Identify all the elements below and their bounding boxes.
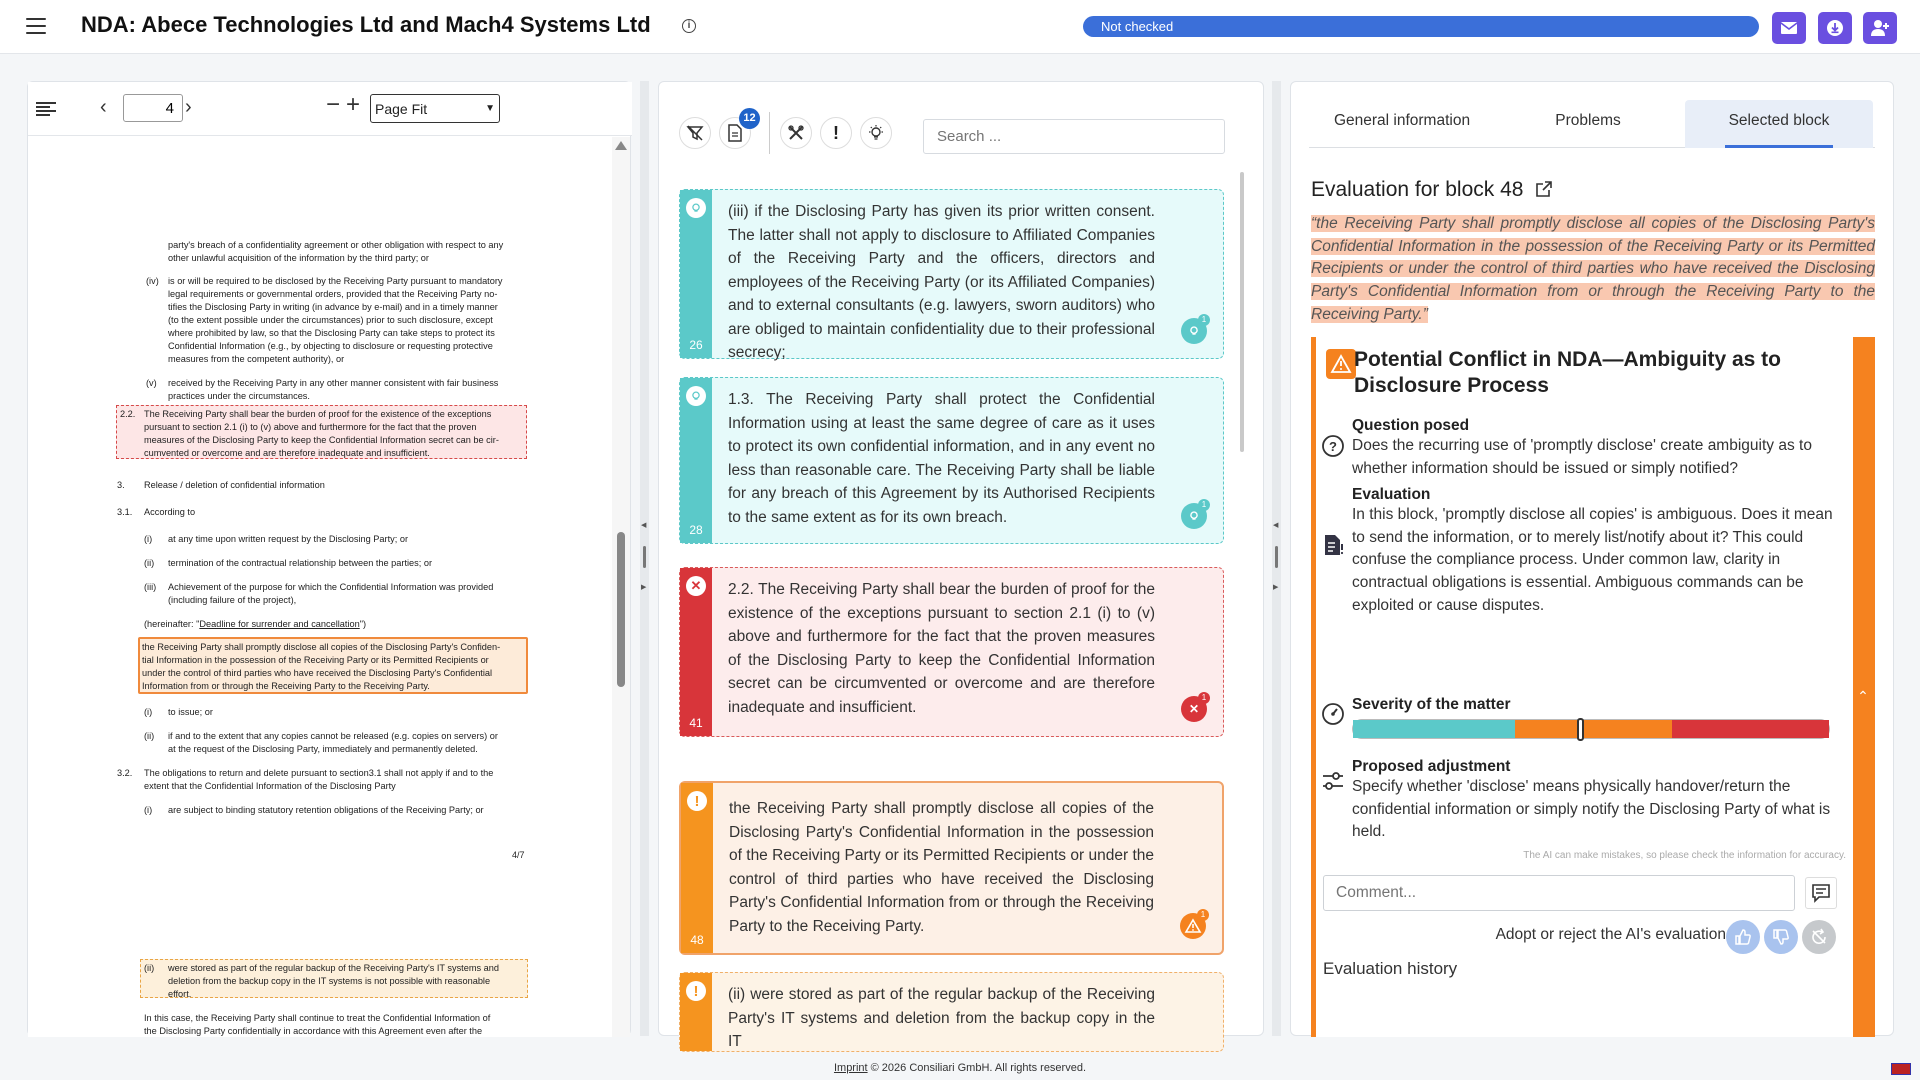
question-text: Does the recurring use of 'promptly disclose' create ambiguity as to whether information should be issued or simply notified? — [1352, 437, 1812, 477]
filter-off-button[interactable] — [679, 117, 711, 149]
add-user-button[interactable] — [1863, 12, 1897, 44]
pdf-line: are subject to binding statutory retention obligations of the Receiving Party; or — [168, 805, 484, 815]
pdf-line: the Disclosing Party confidentially in accordance with this Agreement even after the — [144, 1026, 483, 1036]
exclamation-icon: ! — [833, 122, 839, 143]
tab-selected-block[interactable]: Selected block — [1685, 100, 1873, 148]
exclamation-icon: ! — [686, 981, 706, 1001]
lightbulb-icon — [867, 124, 885, 142]
previous-page-button[interactable]: ‹ — [100, 96, 107, 118]
splitter-grip[interactable] — [1275, 546, 1278, 568]
severity-heading: Severity of the matter — [1352, 696, 1511, 713]
document-title: NDA: Abece Technologies Ltd and Mach4 Systems Ltd — [81, 12, 651, 37]
adopt-button[interactable] — [1726, 920, 1760, 954]
evaluation-text: In this block, 'promptly disclose all copies' is ambiguous. Does it mean to send the information, or to merely list/notify about it? This could confuse the compliance process. Under common law, clarity in contractual obligations is essential. Ambiguous commands can be exploited or cause disputes. — [1352, 506, 1833, 614]
pdf-line: practices under the circumstances. — [168, 391, 310, 401]
adjust-sliders-icon — [1321, 769, 1345, 793]
regenerate-button[interactable] — [1802, 920, 1836, 954]
lightbulb-icon — [686, 386, 706, 406]
zoom-select[interactable] — [370, 94, 500, 123]
pdf-scrollbar[interactable] — [612, 137, 630, 1037]
pdf-line: Release / deletion of confidential information — [144, 480, 325, 490]
zoom-in-button[interactable]: + — [346, 91, 361, 118]
toolbar-divider — [769, 112, 770, 154]
blocks-panel — [658, 81, 1264, 1050]
suggestion-badge: 1 — [1198, 499, 1210, 511]
pdf-line: to issue; or — [168, 707, 213, 717]
evaluation-panel — [1290, 81, 1894, 1036]
block-card-41[interactable] — [679, 567, 1224, 737]
pdf-line: 3. — [117, 480, 125, 490]
top-bar — [0, 0, 1920, 54]
pdf-line: cumvented or overcome and are therefore inadequate and insufficient. — [144, 448, 430, 458]
block-number: 41 — [689, 716, 703, 730]
issue-title: Potential Conflict in NDA—Ambiguity as to Disclosure Process — [1354, 348, 1782, 397]
evaluation-heading — [1311, 178, 1553, 202]
pdf-line: party's breach of a confidentiality agreement or other obligation with respect to any — [168, 240, 504, 250]
blocks-scrollbar[interactable] — [1240, 172, 1244, 452]
pdf-line: effort. — [168, 989, 192, 999]
refresh-off-icon — [1810, 928, 1828, 946]
pdf-line: (hereinafter: "Deadline for surrender and cancellation") — [144, 619, 367, 629]
scroll-up-icon[interactable] — [615, 141, 627, 150]
active-tab-indicator — [1725, 145, 1833, 148]
pdf-line: legal requirements or governmental orders, provided that the Receiving Party no- — [168, 289, 498, 299]
comment-icon — [1811, 883, 1831, 903]
evaluation-document-icon — [1321, 533, 1345, 557]
chevron-right-icon[interactable]: ▶ — [641, 584, 647, 591]
pdf-line: deletion from the backup copy in the IT systems is not possible with reasonable — [168, 976, 491, 986]
download-icon — [1826, 19, 1844, 37]
block-number: 26 — [689, 338, 703, 352]
pdf-line: at any time upon written request by the Disclosing Party; or — [168, 534, 409, 544]
page-number-input[interactable] — [123, 94, 183, 122]
splitter-grip[interactable] — [643, 546, 646, 568]
pdf-line: (ii) — [144, 963, 155, 973]
block-number: 28 — [689, 523, 703, 537]
block-card-next[interactable] — [679, 972, 1224, 1052]
pdf-line: received by the Receiving Party in any other manner consistent with fair business — [168, 378, 499, 388]
add-comment-button[interactable] — [1805, 877, 1837, 909]
block-text: 1.3. The Receiving Party shall protect the Confidential Information using at least the same degree of care as it uses to protect its own confidential information, and in any event no less than reasonable care. The Receiving Party shall be liable for any breach of this Agreement by its Authorised Recipients to the same extent as for its own breach. — [728, 391, 1155, 526]
pdf-line: (i) — [144, 805, 153, 815]
tab-general-information[interactable]: General information — [1333, 112, 1471, 129]
severity-segment-high — [1672, 720, 1829, 738]
pdf-line: Achievement of the purpose for which the Confidential Information was provided — [168, 582, 494, 592]
evaluation-title: Evaluation for block 48 — [1311, 178, 1524, 201]
chevron-left-icon[interactable]: ◀ — [641, 522, 647, 529]
severity-indicator — [1577, 718, 1584, 741]
errors-filter-button[interactable] — [780, 117, 812, 149]
pdf-line: measures of the Disclosing Party to keep the Confidential Information secret can be cir- — [144, 435, 499, 445]
pdf-line: (including failure of the project), — [168, 595, 297, 605]
exclamation-icon: ! — [687, 791, 707, 811]
pdf-line: The obligations to return and delete pursuant to section3.1 shall not apply if and to the — [144, 768, 494, 778]
pdf-line: Confidential Information (e.g., by objecting to disclosure or requesting protective — [168, 341, 493, 351]
mail-icon — [1780, 21, 1798, 35]
evaluation-heading-label: Evaluation — [1352, 486, 1431, 503]
pdf-line: 2.2. — [120, 409, 136, 419]
pdf-line: tial Information in the possession of the Receiving Party or its Permitted Recipients or — [142, 655, 489, 665]
outline-toggle-icon[interactable] — [36, 102, 56, 116]
pdf-line: (i) — [144, 534, 153, 544]
block-text: (ii) were stored as part of the regular backup of the Receiving Party's IT systems and deletion from the backup copy in the IT — [728, 986, 1155, 1050]
filter-off-icon — [686, 124, 704, 142]
pdf-viewer-panel — [27, 81, 631, 1036]
block-card-48[interactable] — [679, 781, 1224, 955]
chevron-left-icon[interactable]: ◀ — [1273, 522, 1279, 529]
adopt-reject-label: Adopt or reject the AI's evaluation — [1495, 926, 1726, 943]
pdf-line: 3.2. — [117, 768, 133, 778]
right-splitter[interactable] — [1272, 81, 1281, 1036]
pdf-line: pursuant to section 2.1 (i) to (v) above and furthermore for the fact that the proven — [144, 422, 477, 432]
svg-text:?: ? — [1329, 439, 1337, 454]
warnings-filter-button[interactable] — [820, 117, 852, 149]
warning-icon — [1326, 349, 1356, 379]
tab-problems[interactable]: Problems — [1555, 112, 1621, 129]
ai-disclaimer: The AI can make mistakes, so please check the information for accuracy. — [1523, 850, 1846, 861]
zoom-value: Page Fit — [375, 100, 428, 117]
pdf-line: were stored as part of the regular backup of the Receiving Party's IT systems and — [168, 963, 499, 973]
download-button[interactable] — [1818, 12, 1852, 44]
no-tools-icon — [787, 124, 805, 142]
pdf-line: is or will be required to be disclosed by the Receiving Party pursuant to mandatory — [168, 276, 503, 286]
pdf-toolbar — [28, 82, 632, 136]
next-page-button[interactable]: › — [185, 96, 192, 118]
comment-input[interactable] — [1323, 875, 1795, 911]
evaluation-tabs — [1309, 100, 1875, 148]
pdf-line: tifies the Disclosing Party in writing (in advance by e-mail) and in a timely manner — [168, 302, 498, 312]
pdf-line: other unlawful acquisition of the information by the third party; or — [168, 253, 429, 263]
pdf-line: measures from the competent authority), or — [168, 354, 345, 364]
footer — [0, 1062, 1920, 1074]
severity-bar — [1352, 719, 1830, 739]
pdf-line: The Receiving Party shall bear the burden of proof for the existence of the exceptions — [144, 409, 492, 419]
page-footer-number: 4/7 — [512, 850, 525, 860]
pdf-line: if and to the extent that any copies cannot be released (e.g. copies on servers) or — [168, 731, 498, 741]
severity-segment-low — [1353, 720, 1515, 738]
error-count-icon[interactable]: ✕ — [1181, 696, 1207, 722]
reject-button[interactable] — [1764, 920, 1798, 954]
chevron-right-icon[interactable]: ▶ — [1273, 584, 1279, 591]
suggestions-filter-button[interactable] — [860, 117, 892, 149]
adjustment-text: Specify whether 'disclose' means physically handover/return the confidential information or simply notify the Disclosing Party of what is held. — [1352, 778, 1831, 841]
block-count-badge: 12 — [739, 108, 760, 129]
pdf-line: Information from or through the Receiving Party to the Receiving Party. — [142, 681, 430, 691]
pdf-line: (iv) — [146, 276, 159, 286]
language-flag-icon[interactable] — [1891, 1063, 1911, 1075]
issue-detail-card — [1311, 337, 1875, 1037]
block-quote — [1311, 213, 1875, 327]
mail-button[interactable] — [1772, 12, 1806, 44]
pdf-line: (ii) — [144, 731, 155, 741]
menu-icon[interactable] — [26, 18, 46, 34]
pdf-line: the Receiving Party shall promptly disclose all copies of the Disclosing Party's Confiden- — [142, 642, 501, 652]
copyright-text: © 2026 Consiliari GmbH. All rights reserved. — [867, 1062, 1087, 1074]
pdf-line: In this case, the Receiving Party shall continue to treat the Confidential Information of — [144, 1013, 491, 1023]
block-text: the Receiving Party shall promptly disclose all copies of the Disclosing Party's Confidential Information in the possession of the Receiving Party or its Permitted Recipients or under the control of third parties who have received the Disclosing Party's Confidential Information from or through the Receiving Party to the Receiving Party. — [729, 800, 1154, 935]
search-input[interactable] — [923, 119, 1225, 154]
open-external-icon[interactable] — [1535, 180, 1553, 198]
thumbs-down-icon — [1772, 928, 1790, 946]
pdf-line: (to the extent possible under the circumstances) prior to such disclosure, except — [168, 315, 493, 325]
lightbulb-icon — [686, 198, 706, 218]
pdf-page — [28, 137, 613, 1037]
pdf-line: under the control of third parties who have received the Disclosing Party's Confidential — [142, 668, 493, 678]
check-status-bar — [1083, 16, 1759, 37]
imprint-link[interactable]: Imprint — [833, 1062, 868, 1074]
thumbs-up-icon — [1734, 928, 1752, 946]
block-card-26[interactable] — [679, 189, 1224, 359]
pdf-line: termination of the contractual relationship between the parties; or — [168, 558, 433, 568]
chevron-down-icon: ▼ — [485, 103, 495, 114]
suggestion-badge: 1 — [1198, 314, 1210, 326]
evaluation-history-heading: Evaluation history — [1323, 959, 1458, 978]
status-label: Not checked — [1101, 19, 1174, 34]
left-splitter[interactable] — [640, 81, 649, 1036]
pdf-line: 3.1. — [117, 507, 133, 517]
pdf-line: According to — [144, 507, 196, 517]
pdf-line: where prohibited by law, so that the Disclosing Party can take steps to protect its — [168, 328, 495, 338]
error-badge: 1 — [1198, 692, 1210, 704]
severity-segment-medium — [1515, 720, 1672, 738]
add-user-icon — [1870, 19, 1890, 37]
gauge-icon — [1321, 702, 1345, 726]
chevron-up-icon[interactable]: ⌃ — [1857, 688, 1869, 704]
pdf-line: (ii) — [144, 558, 155, 568]
document-icon — [727, 124, 743, 142]
pdf-line: extent that the Confidential Information of the Disclosing Party — [144, 781, 396, 791]
adjustment-heading: Proposed adjustment — [1352, 758, 1511, 775]
question-heading: Question posed — [1352, 417, 1470, 434]
pdf-line: (i) — [144, 707, 153, 717]
block-text: (iii) if the Disclosing Party has given its prior written consent. The latter shall not apply to disclosure to Affiliated Companies of the Receiving Party and the officers, directors and employees of the Receiving Party (or its Affiliated Companies) and to external consultants (e.g. lawyers, sworn auditors) who are obliged to maintain confidentiality due to their professional secrecy; — [728, 203, 1155, 361]
warning-badge: 1 — [1197, 909, 1209, 921]
pdf-line: (v) — [146, 378, 157, 388]
info-icon[interactable]: i — [682, 19, 696, 33]
pdf-line: at the request of the Disclosing Party, immediately and permanently deleted. — [168, 744, 478, 754]
scroll-thumb[interactable] — [617, 532, 625, 687]
block-card-28[interactable] — [679, 377, 1224, 544]
block-text: 2.2. The Receiving Party shall bear the burden of proof for the existence of the exceptions pursuant to section 2.1 (i) to (v) above and furthermore for the fact that the proven measures of the Disclosing Party to keep the Confidential Information secret can be circumvented or overcome and are therefore inadequate and insufficient. — [728, 581, 1155, 716]
pdf-line: (iii) — [144, 582, 157, 592]
quoted-text: “the Receiving Party shall promptly disclose all copies of the Disclosing Party's Confidential Information in the possession of the Receiving Party or its Permitted Recipients or under the control of third parties who have received the Disclosing Party's Confidential Information from or through the Receiving Party to the Receiving Party.” — [1311, 215, 1875, 323]
block-number: 48 — [690, 933, 704, 947]
zoom-out-button[interactable]: − — [326, 91, 341, 118]
question-icon — [1321, 434, 1345, 458]
error-icon: ✕ — [686, 576, 706, 596]
